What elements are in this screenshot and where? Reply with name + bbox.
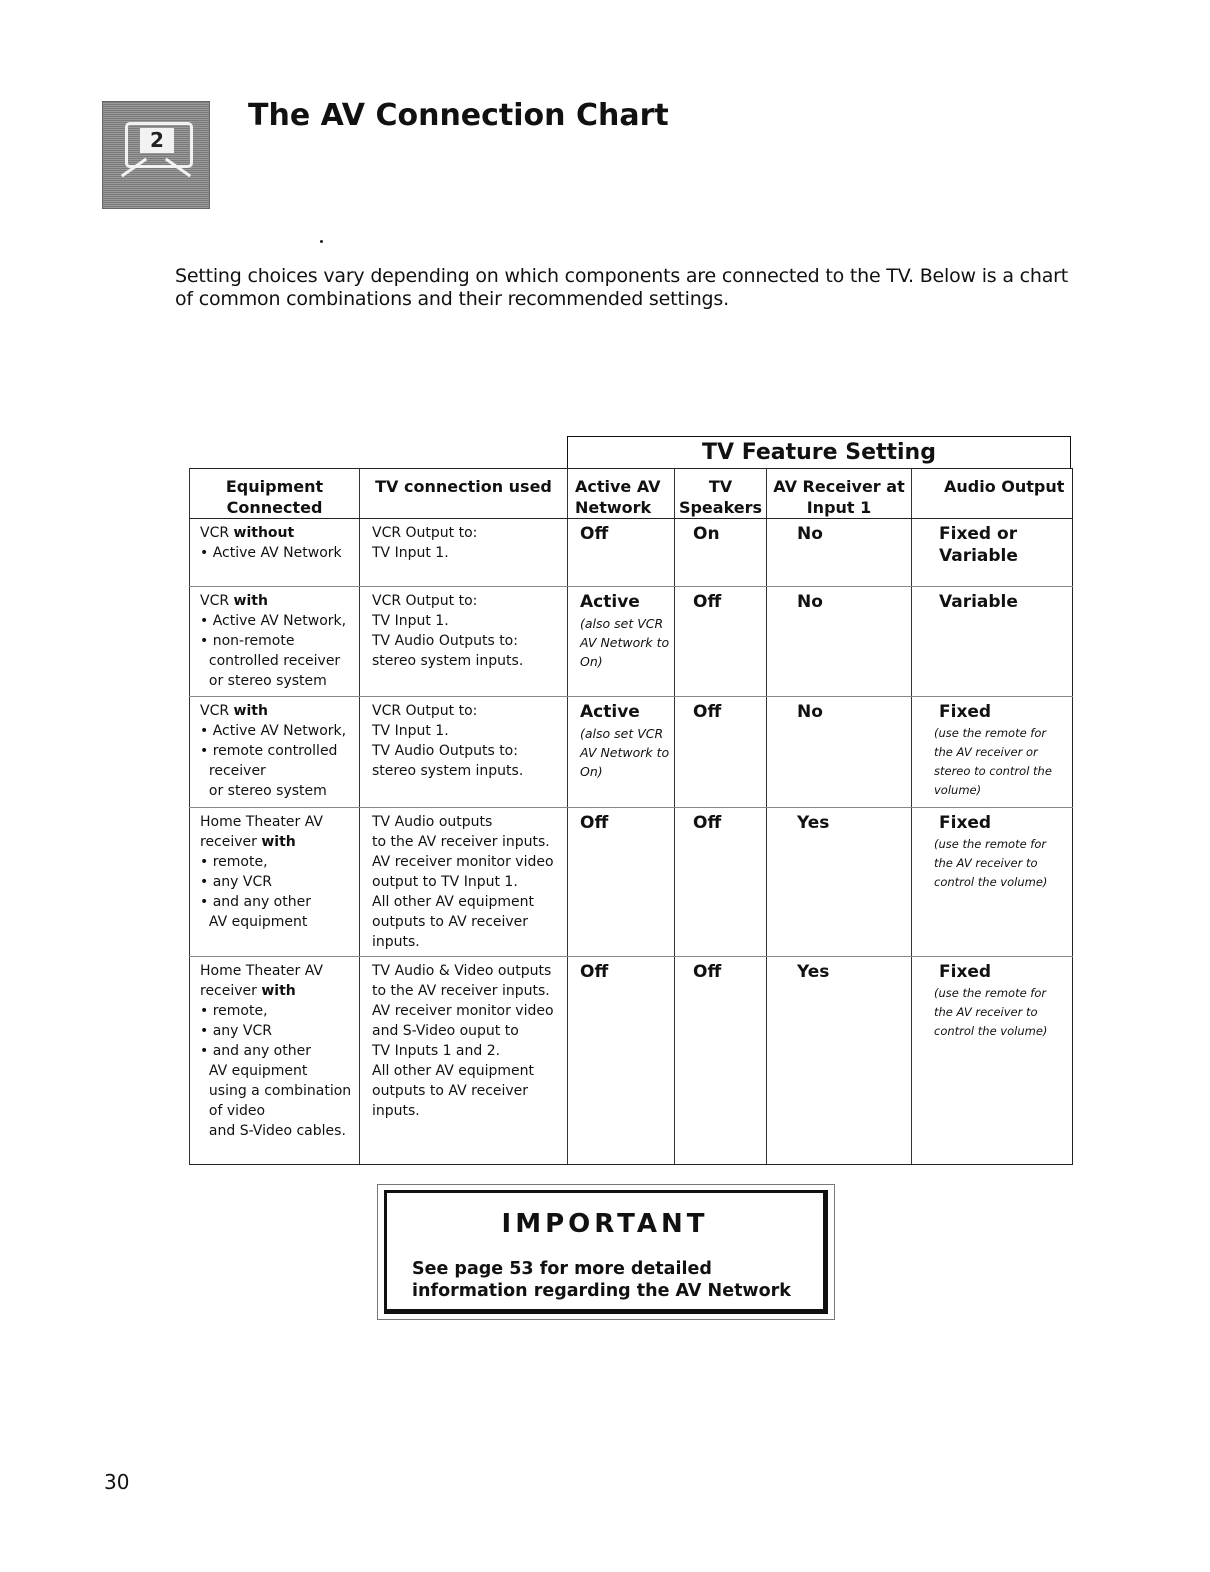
chapter-number: 2	[140, 128, 174, 153]
receiver-cell: No	[767, 697, 912, 808]
active-av-cell: Active (also set VCR AV Network to On)	[568, 587, 675, 697]
table-row	[190, 808, 1073, 957]
audio-output-cell: Fixed (use the remote for the AV receiver to control the volume)	[912, 957, 1073, 1165]
speakers-cell: On	[675, 519, 767, 587]
table-row	[190, 519, 1073, 587]
equipment-cell: VCR with • Active AV Network, • remote controlled receiver or stereo system	[190, 697, 360, 808]
important-heading: IMPORTANT	[501, 1209, 709, 1239]
table-header-row	[190, 469, 1073, 519]
col-audio: Audio Output	[912, 469, 1073, 519]
col-equipment: Equipment Connected	[190, 469, 360, 519]
speakers-cell: Off	[675, 957, 767, 1165]
connection-cell: VCR Output to: TV Input 1. TV Audio Outputs to: stereo system inputs.	[360, 697, 568, 808]
connection-cell: VCR Output to: TV Input 1.	[360, 519, 568, 587]
active-av-cell: Off	[568, 957, 675, 1165]
intro-paragraph: Setting choices vary depending on which components are connected to the TV. Below is a chart of common combinations and their recommended settings.	[175, 265, 1069, 310]
connection-cell: TV Audio & Video outputs to the AV receiver inputs. AV receiver monitor video and S-Video ouput to TV Inputs 1 and 2. All other AV equipment outputs to AV receiver inputs.	[360, 957, 568, 1165]
receiver-cell: Yes	[767, 808, 912, 957]
equipment-cell: Home Theater AV receiver with • remote, • any VCR • and any other AV equipment using a combination of video and S-Video cables.	[190, 957, 360, 1165]
speakers-cell: Off	[675, 808, 767, 957]
receiver-cell: No	[767, 519, 912, 587]
important-body: See page 53 for more detailed information regarding the AV Network	[412, 1259, 791, 1301]
important-box	[377, 1184, 835, 1320]
speakers-cell: Off	[675, 697, 767, 808]
table-row	[190, 587, 1073, 697]
active-av-cell: Off	[568, 808, 675, 957]
stray-dot	[320, 240, 323, 243]
active-av-cell: Active (also set VCR AV Network to On)	[568, 697, 675, 808]
audio-output-note: (use the remote for the AV receiver to control the volume)	[934, 837, 1048, 889]
receiver-cell: No	[767, 587, 912, 697]
audio-output-cell: Fixed (use the remote for the AV receiver or stereo to control the volume)	[912, 697, 1073, 808]
active-av-cell: Off	[568, 519, 675, 587]
col-speakers: TV Speakers	[675, 469, 767, 519]
equipment-cell: Home Theater AV receiver with • remote, • any VCR • and any other AV equipment	[190, 808, 360, 957]
page-number: 30	[104, 1470, 130, 1494]
table-row	[190, 957, 1073, 1165]
audio-output-cell: Fixed or Variable	[912, 519, 1073, 587]
col-receiver: AV Receiver at Input 1	[767, 469, 912, 519]
chapter-badge-icon	[102, 101, 210, 209]
col-active-av: Active AV Network	[568, 469, 675, 519]
speakers-cell: Off	[675, 587, 767, 697]
table-row	[190, 697, 1073, 808]
equipment-cell: VCR with • Active AV Network, • non-remote controlled receiver or stereo system	[190, 587, 360, 697]
audio-output-cell: Variable	[912, 587, 1073, 697]
connection-cell: VCR Output to: TV Input 1. TV Audio Outputs to: stereo system inputs.	[360, 587, 568, 697]
connection-cell: TV Audio outputs to the AV receiver inputs. AV receiver monitor video output to TV Input 1. All other AV equipment outputs to AV receiver inputs.	[360, 808, 568, 957]
col-connection: TV connection used	[360, 469, 568, 519]
equipment-cell: VCR without • Active AV Network	[190, 519, 360, 587]
av-connection-table	[189, 468, 1073, 1165]
receiver-cell: Yes	[767, 957, 912, 1165]
active-av-note: (also set VCR AV Network to On)	[580, 616, 670, 669]
audio-output-note: (use the remote for the AV receiver or stereo to control the volume)	[934, 726, 1052, 797]
audio-output-note: (use the remote for the AV receiver to control the volume)	[934, 986, 1048, 1038]
page-title: The AV Connection Chart	[248, 98, 669, 133]
active-av-note: (also set VCR AV Network to On)	[580, 726, 670, 779]
feature-setting-header: TV Feature Setting	[567, 436, 1071, 469]
audio-output-cell: Fixed (use the remote for the AV receiver to control the volume)	[912, 808, 1073, 957]
